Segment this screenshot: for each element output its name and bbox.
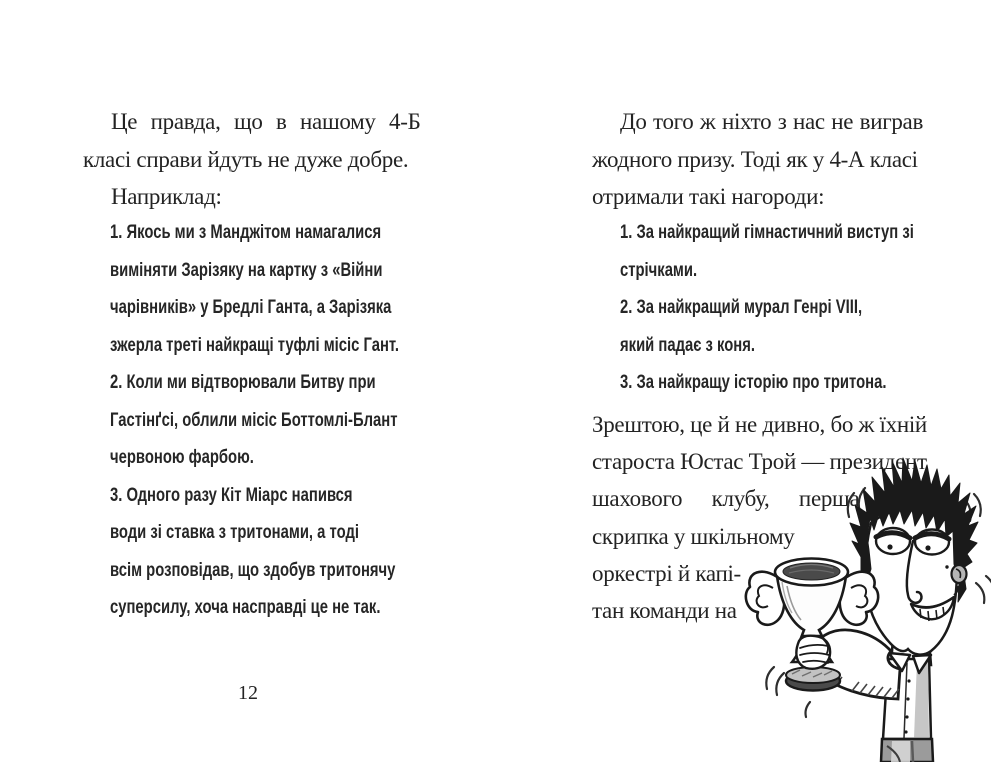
right-intro-line: отримали такі нагороди: xyxy=(592,184,825,209)
right-awards-line: 2. За найкращий мурал Генрі VIII, xyxy=(620,297,863,318)
right-outro-line: староста Юстас Трой — президент xyxy=(592,449,927,475)
page-number: 12 xyxy=(238,682,258,704)
boy-with-trophy-illustration xyxy=(740,455,991,762)
right-outro-line: тан команди на xyxy=(592,598,737,623)
left-list-line: чарівників» у Бредлі Ганта, а Зарізяка xyxy=(110,297,392,318)
left-list-line: червоною фарбою. xyxy=(110,447,254,468)
right-awards-line: який падає з коня. xyxy=(620,334,756,356)
right-awards-line: 1. За найкращий гімнастичний виступ зі xyxy=(620,222,914,243)
ear-icon xyxy=(952,565,967,583)
left-intro-line: Наприклад: xyxy=(111,184,222,209)
right-outro-line: скрипка у шкільному xyxy=(592,523,795,549)
left-intro-line: Це правда, що в нашому 4-Б xyxy=(111,109,421,134)
right-awards-line: стрічками. xyxy=(620,259,698,281)
left-list-line: 2. Коли ми відтворювали Битву при xyxy=(110,372,376,393)
left-list-line: Гастінґсі, облили місіс Боттомлі-Блант xyxy=(110,409,398,431)
left-list-line: суперсилу, хоча насправді це не так. xyxy=(110,597,381,618)
left-list-line: всім розповідав, що здобув тритонячу xyxy=(110,559,396,581)
left-list-line: виміняти Зарізяку на картку з «Війни xyxy=(110,259,383,281)
hand xyxy=(796,636,830,669)
left-list-line: 3. Одного разу Кіт Міарс напився xyxy=(110,484,353,506)
left-list-line: зжерла треті найкращі туфлі місіс Гант. xyxy=(110,334,399,356)
right-outro-line: Зрештою, це й не дивно, бо ж їхній xyxy=(592,412,927,437)
left-list-line: води зі ставка з тритонами, а тоді xyxy=(110,522,359,543)
right-outro-line: оркестрі й капі- xyxy=(592,560,741,586)
right-intro-line: жодного призу. Тоді як у 4-А класі xyxy=(592,146,918,172)
right-intro-line: До того ж ніхто з нас не виграв xyxy=(620,109,924,134)
right-awards-line: 3. За найкращу історію про тритона. xyxy=(620,372,887,393)
left-list-line: 1. Якось ми з Манджітом намагалися xyxy=(110,222,382,243)
left-intro-line: класі справи йдуть не дуже добре. xyxy=(83,146,409,172)
right-outro-line: шахового клубу, перша xyxy=(592,486,860,512)
